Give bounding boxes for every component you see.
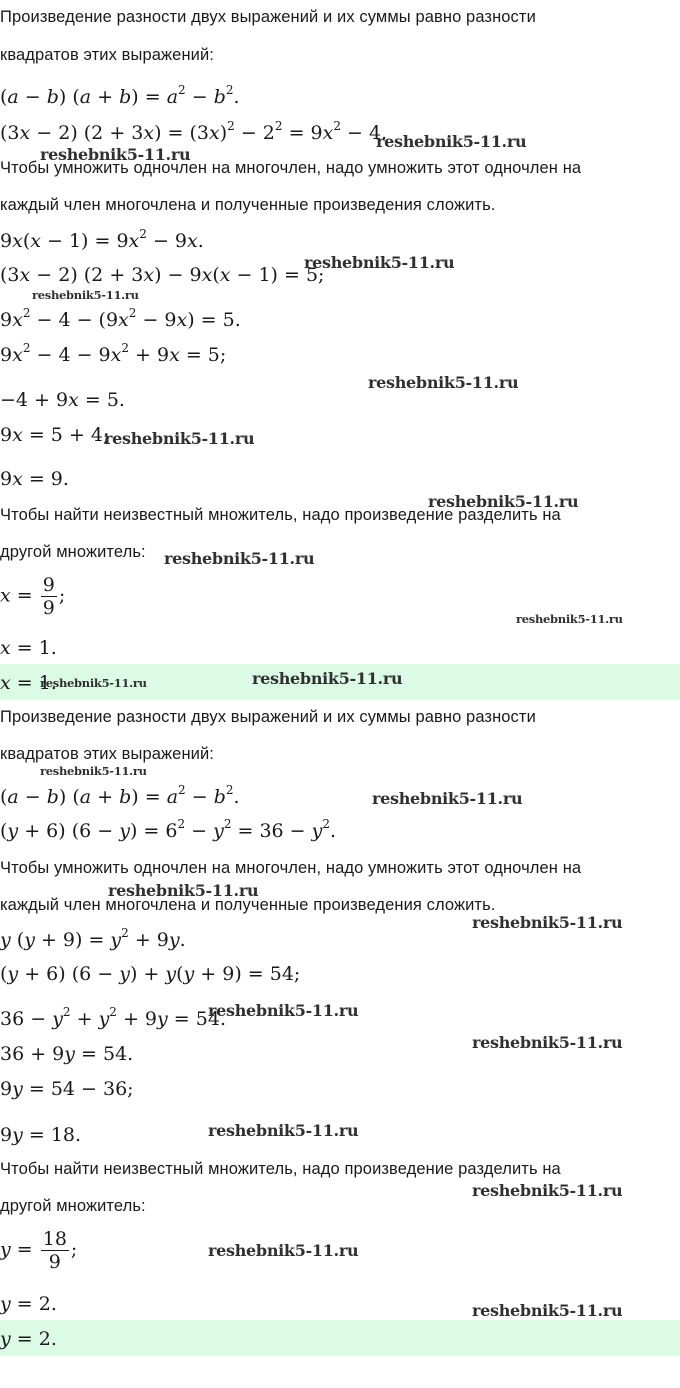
- rule-text: каждый член многочлена и полученные произведения сложить.: [0, 196, 496, 214]
- watermark: reshebnik5-11.ru: [208, 1241, 359, 1260]
- rule-text: Чтобы найти неизвестный множитель, надо произведение разделить на: [0, 1160, 561, 1178]
- formula-line: 9y = 54 − 36;: [0, 1078, 134, 1100]
- formula-line: −4 + 9x = 5.: [0, 389, 125, 411]
- watermark: reshebnik5-11.ru: [428, 492, 579, 511]
- watermark: reshebnik5-11.ru: [516, 612, 623, 626]
- rule-text: Произведение разности двух выражений и их суммы равно разности: [0, 708, 536, 726]
- formula-line: $36 - y^2 + y^2 + 9y = 54$.: [0, 1004, 226, 1030]
- watermark: reshebnik5-11.ru: [304, 253, 455, 272]
- watermark: reshebnik5-11.ru: [104, 429, 255, 448]
- formula-line: (y + 6) (6 − y) + y(y + 9) = 54;: [0, 963, 301, 985]
- rule-text: Чтобы умножить одночлен на многочлен, надо умножить этот одночлен на: [0, 159, 582, 177]
- watermark: reshebnik5-11.ru: [472, 1033, 623, 1052]
- watermark: reshebnik5-11.ru: [208, 1001, 359, 1020]
- rule-text: Чтобы умножить одночлен на многочлен, надо умножить этот одночлен на: [0, 859, 582, 877]
- rule-text: Чтобы найти неизвестный множитель, надо произведение разделить на: [0, 506, 561, 524]
- formula-line: 9y = 18.: [0, 1124, 82, 1146]
- formula-line: (3x − 2) (2 + 3x) − 9x(x − 1) = 5;: [0, 264, 325, 286]
- watermark: reshebnik5-11.ru: [376, 132, 527, 151]
- formula-line: y = 2.: [0, 1293, 57, 1315]
- formula-line: 36 + 9y = 54.: [0, 1043, 134, 1065]
- formula-line: x = 1.: [0, 637, 57, 659]
- watermark: reshebnik5-11.ru: [372, 789, 523, 808]
- watermark: reshebnik5-11.ru: [40, 676, 147, 690]
- watermark: reshebnik5-11.ru: [368, 373, 519, 392]
- formula-line: (3x − 2) $(2 + 3x) = (3x)^2 - 2^2 = 9x^2 - 4$.: [0, 118, 388, 144]
- watermark: reshebnik5-11.ru: [108, 881, 259, 900]
- watermark: reshebnik5-11.ru: [40, 145, 191, 164]
- formula-line: y $(y + 9) = y^2 + 9y$.: [0, 925, 186, 951]
- watermark: reshebnik5-11.ru: [472, 913, 623, 932]
- watermark: reshebnik5-11.ru: [472, 1301, 623, 1320]
- watermark: reshebnik5-11.ru: [208, 1121, 359, 1140]
- formula-line: (y + 6) $(6 - y) = 6^2 - y^2 = 36 - y^2$.: [0, 816, 337, 842]
- watermark: reshebnik5-11.ru: [164, 549, 315, 568]
- fraction-line: y = $\frac{18}{9}$ ;: [0, 1228, 78, 1273]
- rule-text: квадратов этих выражений:: [0, 745, 214, 763]
- formula-line: (a − b) $(a + b) = a^2 - b^2$.: [0, 782, 240, 808]
- watermark: reshebnik5-11.ru: [252, 669, 403, 688]
- answer-line: x = 1.: [0, 672, 57, 694]
- rule-text: Произведение разности двух выражений и их суммы равно разности: [0, 8, 536, 26]
- answer-highlight-2: [0, 1320, 680, 1356]
- rule-text: другой множитель:: [0, 1197, 146, 1215]
- watermark: reshebnik5-11.ru: [32, 288, 139, 302]
- formula-line: $9x^2 - 4 - 9x^2 + 9x = 5$;: [0, 340, 227, 366]
- formula-line: 9x = 9.: [0, 468, 69, 490]
- answer-line: y = 2.: [0, 1328, 57, 1350]
- fraction-line: x = $\frac{9}{9}$ ;: [0, 574, 66, 619]
- formula-line: (a − b) $(a + b) = a^2 - b^2$.: [0, 82, 240, 108]
- formula-line: $9x(x - 1) = 9x^2 - 9x$.: [0, 226, 204, 252]
- formula-line: 9x = 5 + 4;: [0, 424, 110, 446]
- rule-text: другой множитель:: [0, 543, 146, 561]
- watermark: reshebnik5-11.ru: [40, 764, 147, 778]
- rule-text: каждый член многочлена и полученные произведения сложить.: [0, 896, 496, 914]
- watermark: reshebnik5-11.ru: [472, 1181, 623, 1200]
- rule-text: квадратов этих выражений:: [0, 46, 214, 64]
- formula-line: $9x^2 - 4 - (9x^2 - 9x) = 5$.: [0, 305, 241, 331]
